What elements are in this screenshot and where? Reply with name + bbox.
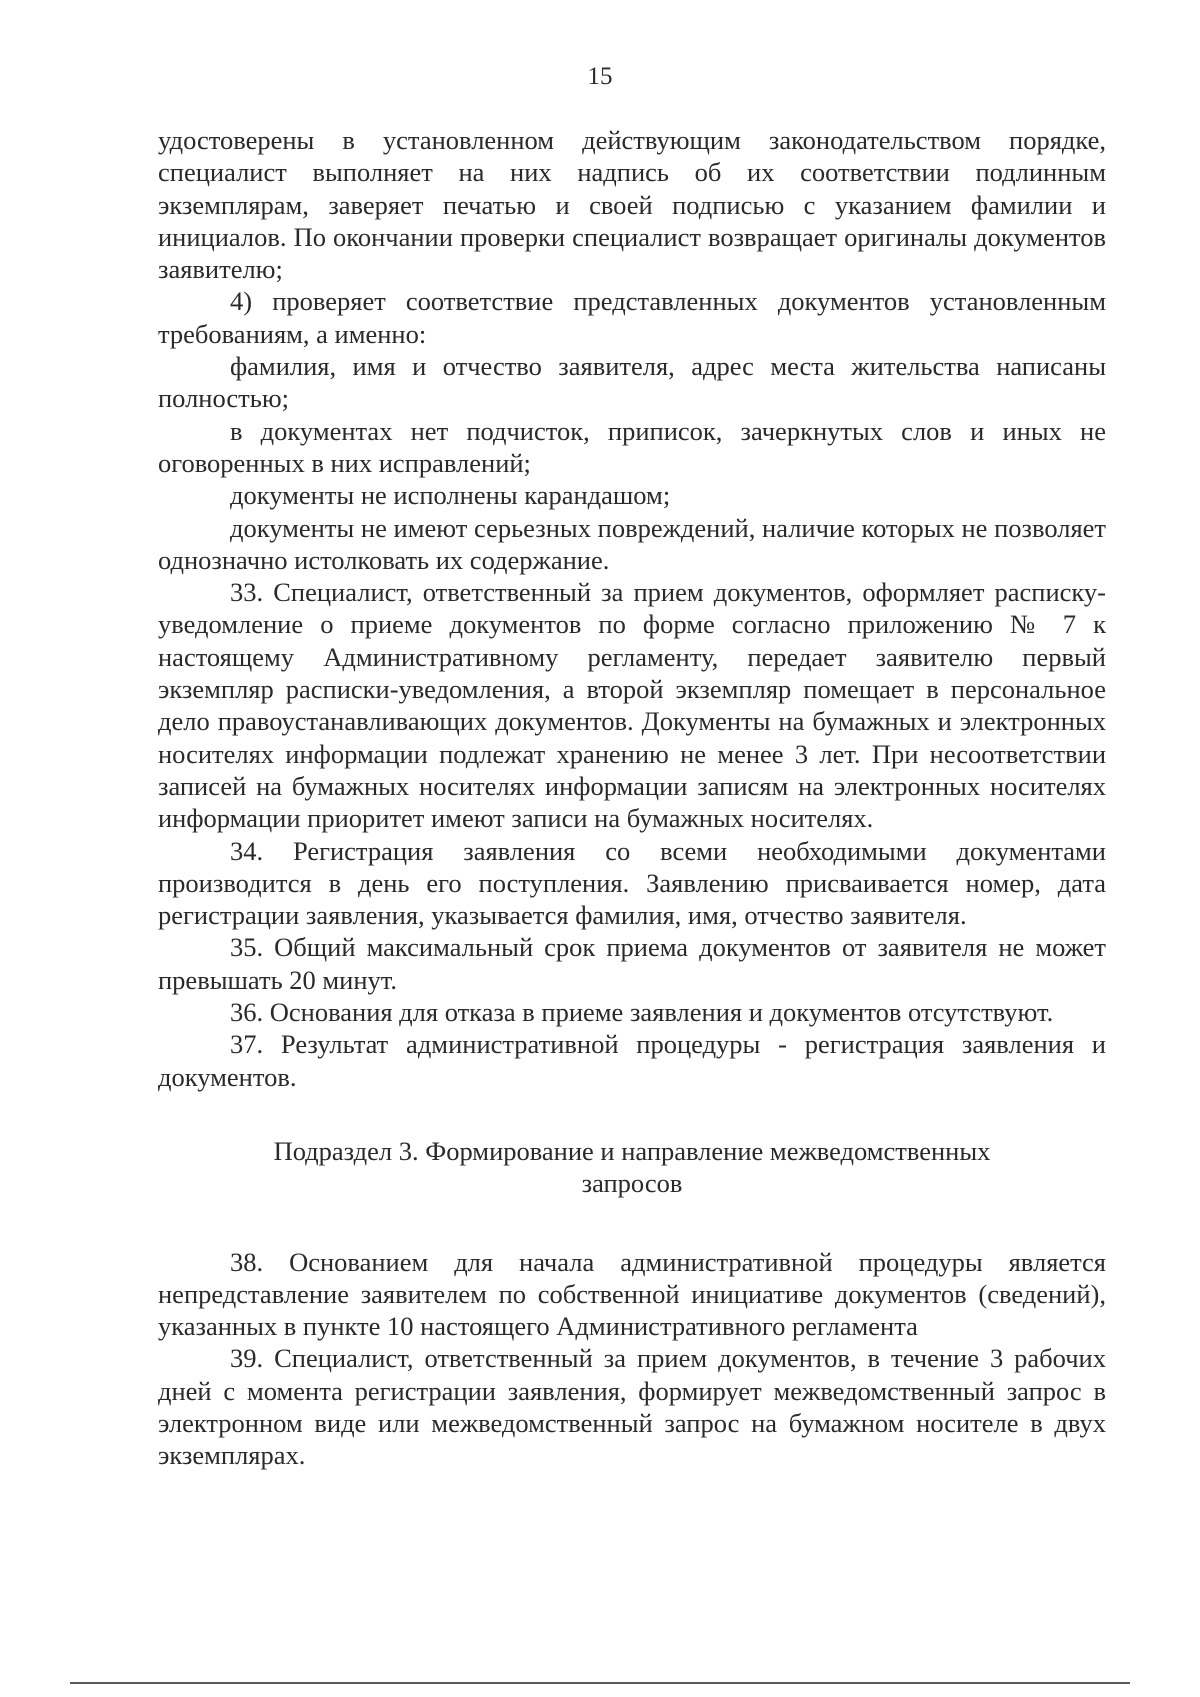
footer-rule bbox=[70, 1682, 1130, 1684]
paragraph: 36. Основания для отказа в приеме заявления и документов отсутствуют. bbox=[230, 997, 1054, 1028]
paragraph: 4) проверяет соответствие представленных документов установленным требованиям, а именно: bbox=[158, 286, 1106, 349]
paragraph: фамилия, имя и отчество заявителя, адрес места жительства написаны полностью; bbox=[158, 351, 1106, 414]
paragraph: 38. Основанием для начала административной процедуры является непредставление заявителем по собственной инициативе документов (сведений), указанных в пункте 10 настоящего Административного регламента bbox=[158, 1246, 1106, 1342]
paragraph: документы не имеют серьезных повреждений, наличие которых не позволяет однозначно истолковать их содержание. bbox=[158, 512, 1106, 575]
paragraph: 39. Специалист, ответственный за прием документов, в течение 3 рабочих дней с момента регистрации заявления, формирует межведомственный запрос в электронном виде или межведомственный запрос на бумажном носителе в двух экземплярах. bbox=[158, 1343, 1106, 1471]
paragraph: в документах нет подчисток, приписок, зачеркнутых слов и иных не оговоренных в них исправлений; bbox=[158, 415, 1106, 478]
paragraph: 35. Общий максимальный срок приема документов от заявителя не может превышать 20 минут. bbox=[158, 932, 1106, 995]
document-body bbox=[158, 124, 1106, 1472]
paragraph: 34. Регистрация заявления со всеми необходимыми документами производится в день его поступления. Заявлению присваивается номер, дата регистрации заявления, указывается фамилия, имя, отчество заявителя. bbox=[158, 835, 1106, 931]
page-number: 15 bbox=[587, 63, 613, 90]
paragraph: документы не исполнены карандашом; bbox=[230, 480, 671, 511]
paragraph: 33. Специалист, ответственный за прием документов, оформляет расписку-уведомление о приеме документов по форме согласно приложению № 7 к настоящему Административному регламенту, передает заявителю первый экземпляр расписки-уведомления, а второй экземпляр помещает в персональное дело правоустанавливающих документов. Документы на бумажных и электронных носителях информации подлежат хранению не менее 3 лет. При несоответствии записей на бумажных носителях информации записям на электронных носителях информации приоритет имеют записи на бумажных носителях. bbox=[158, 577, 1106, 834]
paragraph: 37. Результат административной процедуры - регистрация заявления и документов. bbox=[158, 1029, 1106, 1092]
paragraph: удостоверены в установленном действующим законодательством порядке, специалист выполняет на них надпись об их соответствии подлинным экземплярам, заверяет печатью и своей подписью с указанием фамилии и инициалов. По окончании проверки специалист возвращает оригиналы документов заявителю; bbox=[158, 125, 1106, 285]
section-heading: Подраздел 3. Формирование и направление межведомственных запросов bbox=[273, 1135, 991, 1199]
